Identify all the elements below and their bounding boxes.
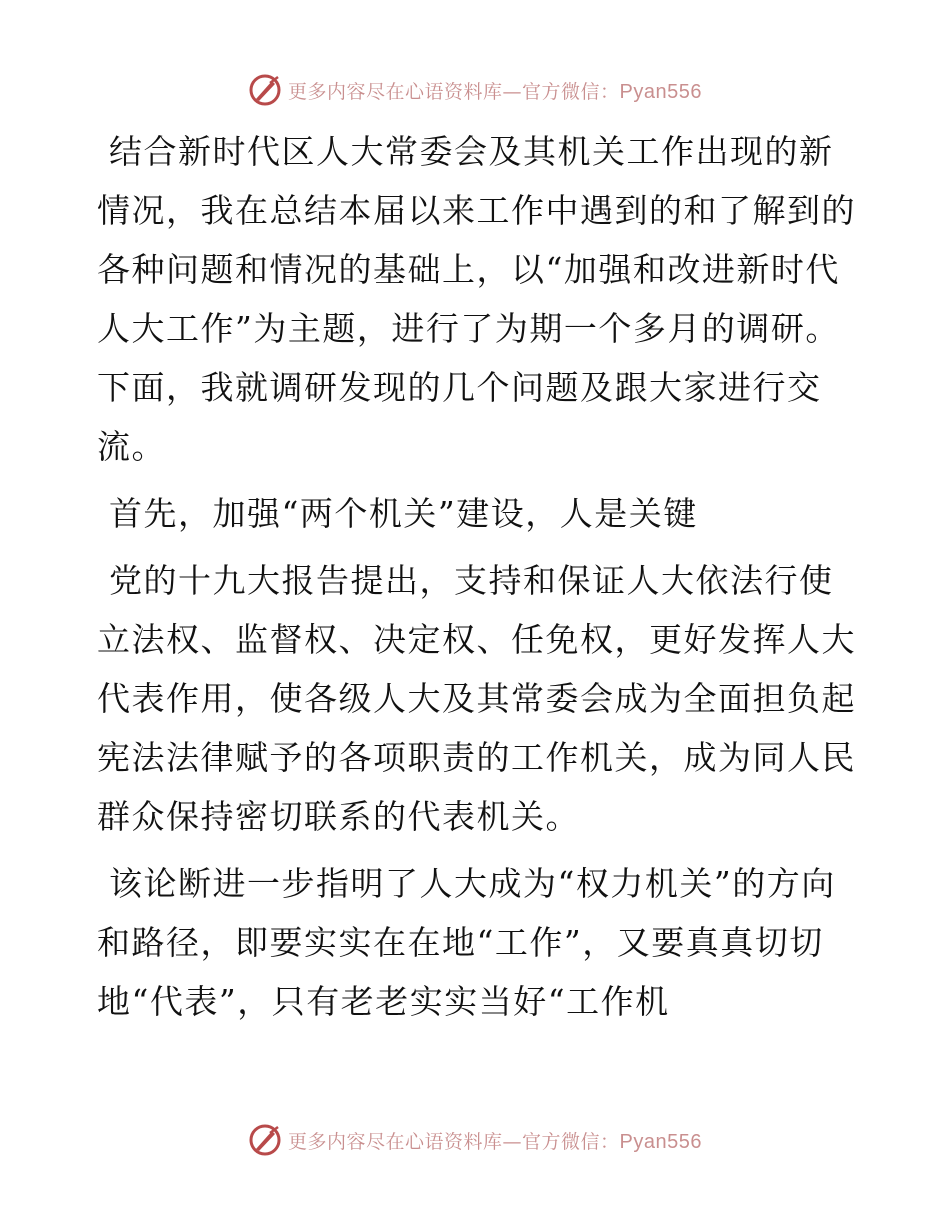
paragraph-report: 党的十九大报告提出，支持和保证人大依法行使立法权、监督权、决定权、任免权，更好发挥人大代表作用，使各级人大及其常委会成为全面担负起宪法法律赋予的各项职责的工作机关，成为同人民群众保持密切联系的代表机关。 <box>97 561 856 836</box>
watermark-label: 更多内容尽在心语资料库—官方微信： <box>288 80 620 103</box>
quill-pen-logo-icon <box>248 73 282 107</box>
quill-pen-logo-icon <box>248 1123 282 1157</box>
watermark-wechat-id: Pyan556 <box>619 80 702 103</box>
document-body <box>97 122 857 1039</box>
watermark-label: 更多内容尽在心语资料库—官方微信： <box>288 1130 620 1153</box>
watermark-text <box>288 1127 702 1154</box>
watermark-text <box>288 77 702 104</box>
watermark-wechat-id: Pyan556 <box>619 1130 702 1153</box>
footer-watermark <box>0 1120 950 1160</box>
paragraph-intro: 结合新时代区人大常委会及其机关工作出现的新情况，我在总结本届以来工作中遇到的和了解到的各种问题和情况的基础上，以“加强和改进新时代人大工作”为主题，进行了为期一个多月的调研。下面，我就调研发现的几个问题及跟大家进行交流。 <box>97 132 856 466</box>
paragraph-heading: 首先，加强“两个机关”建设，人是关键 <box>109 494 698 533</box>
header-watermark <box>0 70 950 110</box>
paragraph-analysis: 该论断进一步指明了人大成为“权力机关”的方向和路径，即要实实在在地“工作”，又要真真切切地“代表”，只有老老实实当好“工作机 <box>97 864 836 1021</box>
